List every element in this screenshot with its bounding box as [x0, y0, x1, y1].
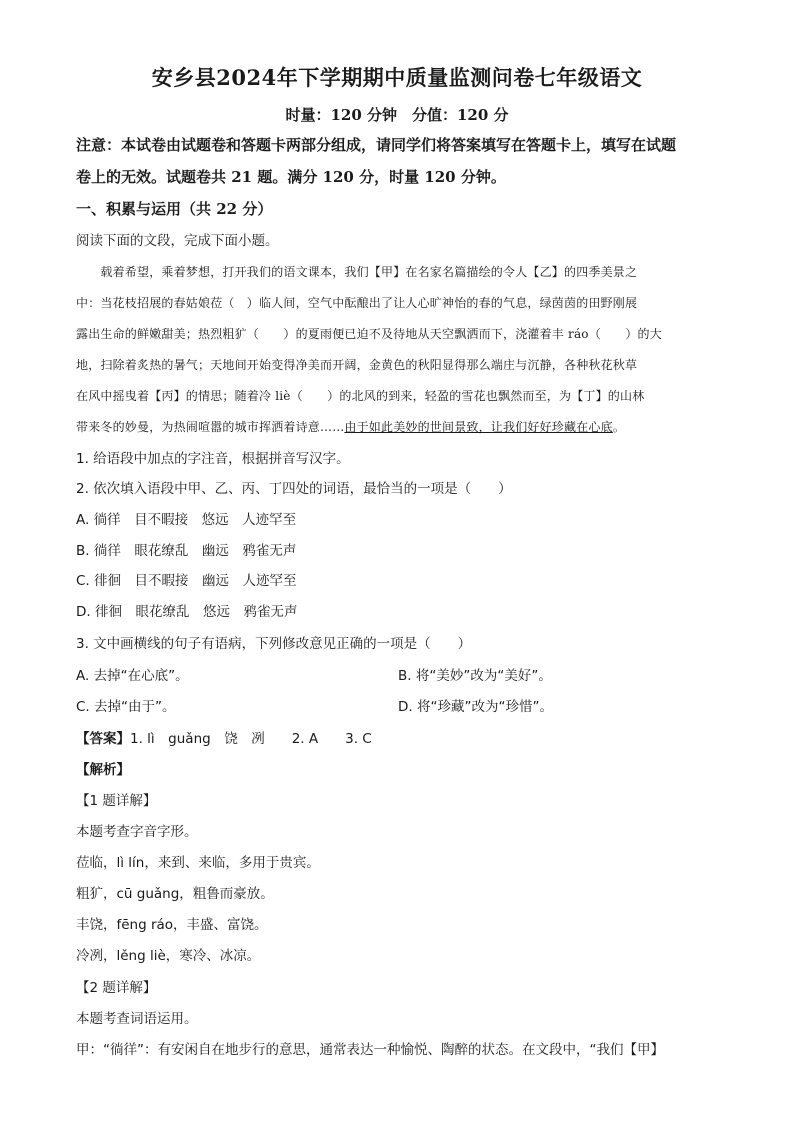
underlined-sentence: 由于如此美妙的世间景致，让我们好好珍藏在心底: [344, 420, 613, 434]
passage-line-3: 露出生命的鲜嫩甜美；热烈粗犷（ ）的夏雨便已迫不及待地从天空飘洒而下，浇灌着丰 ráo（ ）的大: [76, 327, 662, 341]
section-heading: 一、积累与运用（共 22 分）: [76, 200, 273, 218]
detail-1-line: 莅临，lì lín，来到、来临，多用于贵宾。: [76, 855, 320, 871]
q3-option-d[interactable]: D. 将“珍藏”改为“珍惜”。: [398, 699, 553, 715]
section-instruction: 阅读下面的文段，完成下面小题。: [76, 233, 279, 249]
analysis-label: 【解析】: [76, 762, 130, 778]
detail-1-line: 本题考查字音字形。: [76, 824, 198, 840]
detail-2-line: 甲：“徜徉”：有安闲自在地步行的意思，通常表达一种愉悦、陶醉的状态。在文段中，“我们【甲】: [76, 1042, 664, 1058]
q3-option-b[interactable]: B. 将“美妙”改为“美好”。: [398, 668, 552, 684]
q2-option-d[interactable]: D. 徘徊 眼花缭乱 悠远 鸦雀无声: [76, 604, 298, 620]
passage-line-6-text: 带来冬的妙曼，为热闹喧嚣的城市挥洒着诗意……: [76, 420, 345, 434]
question-2: 2. 依次填入语段中甲、乙、丙、丁四处的词语，最恰当的一项是（ ）: [76, 481, 512, 497]
q3-option-a[interactable]: A. 去掉“在心底”。: [76, 668, 189, 684]
passage-line-1: 载着希望，乘着梦想，打开我们的语文课本，我们【甲】在名家名篇描绘的令人【乙】的四季美景之: [76, 265, 638, 279]
detail-1-line: 粗犷，cū guǎng，粗鲁而豪放。: [76, 886, 274, 902]
detail-2-line: 本题考查词语运用。: [76, 1011, 198, 1027]
notice-line-2: 卷上的无效。试题卷共 21 题。满分 120 分，时量 120 分钟。: [76, 168, 506, 186]
answer-text: 1. lì guǎng 饶 冽 2. A 3. C: [130, 731, 372, 747]
answer-line: [76, 729, 372, 749]
passage-line-6-end: 。: [612, 420, 626, 434]
detail-1-line: 丰饶，fēng ráo，丰盛、富饶。: [76, 917, 268, 933]
question-1: 1. 给语段中加点的字注音，根据拼音写汉字。: [76, 451, 350, 467]
passage-line-5: 在风中摇曳着【丙】的情思；随着冷 liè（ ）的北风的到来，轻盈的雪花也飘然而至，为【丁】的山林: [76, 389, 645, 403]
q2-option-b[interactable]: B. 徜徉 眼花缭乱 幽远 鸦雀无声: [76, 543, 297, 559]
question-3: 3. 文中画横线的句子有语病，下列修改意见正确的一项是（ ）: [76, 636, 472, 652]
passage-line-6: [76, 417, 625, 437]
q3-option-c[interactable]: C. 去掉“由于”。: [76, 699, 176, 715]
detail-2-label: 【2 题详解】: [76, 980, 157, 996]
answer-label: 【答案】: [76, 731, 130, 747]
detail-1-label: 【1 题详解】: [76, 793, 157, 809]
exam-title: 安乡县2024年下学期期中质量监测问卷七年级语文: [151, 65, 643, 90]
detail-1-line: 冷冽，lěng liè，寒冷、冰凉。: [76, 948, 261, 964]
q2-option-a[interactable]: A. 徜徉 目不暇接 悠远 人迹罕至: [76, 512, 297, 528]
passage-line-2: 中：当花枝招展的春姑娘莅（ ）临人间，空气中酝酿出了让人心旷神怡的春的气息，绿茵茵的田野刚展: [76, 296, 638, 310]
exam-subtitle: 时量：120 分钟 分值：120 分: [285, 106, 509, 124]
notice-line-1: 注意：本试卷由试题卷和答题卡两部分组成，请同学们将答案填写在答题卡上，填写在试题: [76, 136, 677, 154]
q2-option-c[interactable]: C. 徘徊 目不暇接 幽远 人迹罕至: [76, 573, 297, 589]
passage-line-4: 地，扫除着炙热的暑气；天地间开始变得净美而开阔，金黄色的秋阳显得那么端庄与沉静，各种秋花秋草: [76, 358, 638, 372]
